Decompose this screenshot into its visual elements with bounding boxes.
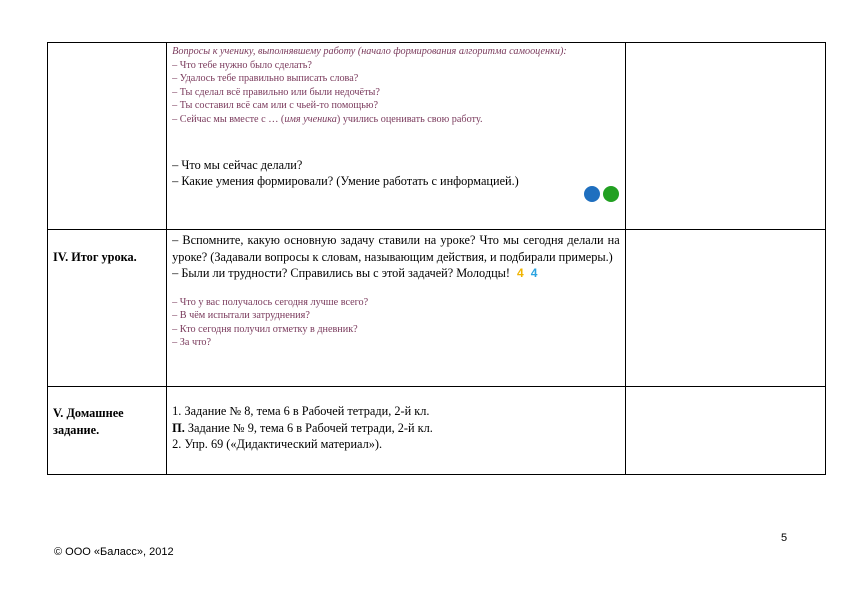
stage-cell bbox=[48, 43, 167, 230]
color-markers bbox=[581, 186, 619, 207]
grade-badge: 4 bbox=[530, 266, 538, 280]
question-line: – Что мы сейчас делали? bbox=[172, 157, 303, 172]
notes-cell bbox=[625, 387, 825, 475]
question-line: – Кто сегодня получил отметку в дневник? bbox=[172, 323, 358, 335]
homework-line: 2. Упр. 69 («Дидактический материал»). bbox=[172, 437, 383, 451]
content-cell bbox=[167, 43, 626, 230]
self-assessment-intro: Вопросы к ученику, выполнявшему работу (начало формирования алгоритма самооценки): bbox=[172, 46, 567, 57]
question-line: – Сейчас мы вместе с … (имя ученика) учились оценивать свою работу. bbox=[172, 113, 483, 125]
table-row bbox=[48, 230, 826, 387]
lesson-plan-table bbox=[47, 42, 826, 475]
summary-paragraph: – Были ли трудности? Справились вы с этой задачей? Молодцы! 4 4 bbox=[172, 266, 538, 280]
question-line: – Ты составил всё сам или с чьей-то помощью? bbox=[172, 100, 378, 112]
question-line: – Какие умения формировали? (Умение работать с информацией.) bbox=[172, 174, 519, 189]
green-circle-icon bbox=[603, 186, 619, 202]
content-cell bbox=[167, 387, 626, 475]
content-cell bbox=[167, 230, 626, 387]
table-row bbox=[48, 43, 826, 230]
grade-badge: 4 bbox=[517, 266, 524, 280]
question-line: – Что у вас получалось сегодня лучше всего? bbox=[172, 296, 369, 308]
stage-title: IV. Итог урока. bbox=[53, 250, 137, 264]
copyright-footer: © ООО «Баласс», 2012 bbox=[54, 546, 174, 558]
table-row bbox=[48, 387, 826, 475]
stage-cell bbox=[48, 230, 167, 387]
question-line: – Что тебе нужно было сделать? bbox=[172, 59, 312, 71]
blue-circle-icon bbox=[584, 186, 600, 202]
question-line: – Ты сделал всё правильно или были недочёты? bbox=[172, 86, 380, 98]
page-number: 5 bbox=[781, 532, 788, 544]
question-line: – За что? bbox=[172, 337, 212, 349]
notes-cell bbox=[625, 230, 825, 387]
notes-cell bbox=[625, 43, 825, 230]
question-line: – Удалось тебе правильно выписать слова? bbox=[172, 73, 359, 85]
homework-line: П. Задание № 9, тема 6 в Рабочей тетради, 2-й кл. bbox=[172, 420, 433, 435]
summary-paragraph: – Вспомните, какую основную задачу ставили на уроке? Что мы сегодня делали на уроке? (Задавали вопросы к словам, называющим действия, и подбирали примеры.) bbox=[172, 233, 620, 264]
stage-cell bbox=[48, 387, 167, 475]
question-line: – В чём испытали затруднения? bbox=[172, 310, 310, 322]
stage-title: V. Домашнее задание. bbox=[53, 406, 124, 437]
homework-line: 1. Задание № 8, тема 6 в Рабочей тетради, 2-й кл. bbox=[172, 404, 430, 418]
